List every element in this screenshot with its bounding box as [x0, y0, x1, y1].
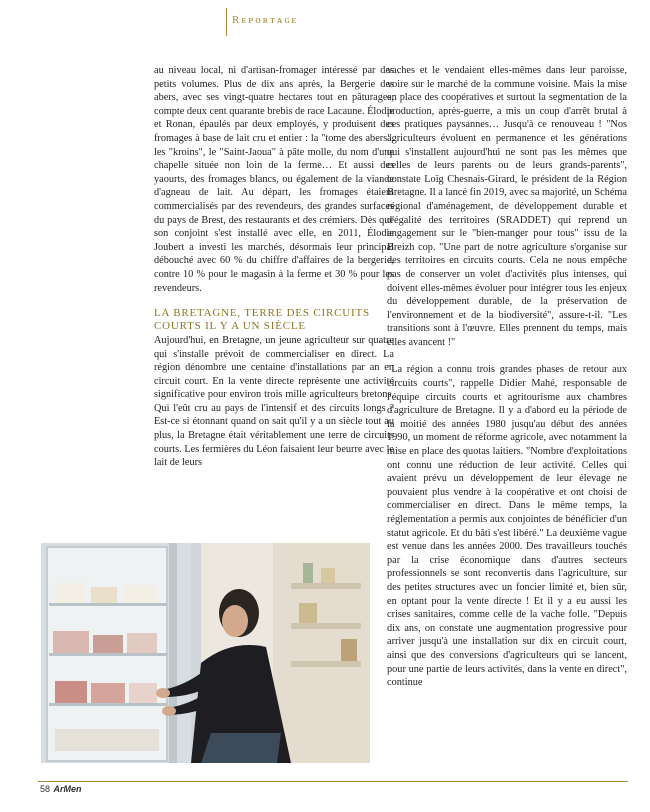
- right-text-column: [387, 64, 627, 690]
- magazine-name: ArMen: [53, 784, 82, 794]
- section-subheading: LA BRETAGNE, TERRE DES CIRCUITS COURTS IL Y A UN SIÈCLE: [154, 307, 370, 332]
- page-folio: [40, 784, 82, 794]
- photo-illustration: [41, 543, 370, 763]
- page-number: 58: [40, 784, 51, 794]
- right-paragraph-2: "La région a connu trois grandes phases de retour aux circuits courts", rappelle Didier Mahé, responsable de l'équipe circuits courts et agritourisme aux chambres d'agriculture de Bretagne. Il y a d'abord eu la période de la moitié des années 1980 jusqu'au début des années 1990, un moment de réforme agricole, avec notamment la mise en place des quotas laitiers. "Nombre d'exploitations ont connu une réduction de leur activité. Celles qui avaient prévu un développement de leur élevage ne pouvaient plus vendre à la coopérative et ont choisi de commercialiser en direct. Dans le même temps, la réglementation a permis aux conjointes de bénéficier d'un statut agricole. Et du bâti s'est libéré." La deuxième vague est venue dans les années 2000. Des travailleurs touchés par la crise économique dans d'autres secteurs professionnels se sont reconvertis dans l'agriculture, sur des petites structures avec un foncier limité et, bien sûr, en optant pour la vente directe ! Et il y a eu aussi les crises sanitaires, comme celle de la vache folle. "Depuis dix ans, on constate une augmentation progressive pour arriver jusqu'à une installation sur dix en circuit court, ainsi que des conversions d'agriculteurs qui se lancent, pour une partie de leurs activités, dans la vente en direct", continue: [387, 364, 627, 689]
- left-text-column: [154, 64, 394, 470]
- photo-cheese-fridge: [41, 543, 370, 763]
- right-paragraph-1: vaches et le vendaient elles-mêmes dans leur paroisse, voire sur le marché de la commune voisine. Mais la mise en place des coopératives et surtout la segmentation de la production, après-guerre, a mis un coup d'arrêt brutal à ces pratiques paysannes… Jusqu'à ce renouveau ! "Nos agriculteurs évoluent en permanence et les générations qui s'installent aujourd'hui ne sont pas les mêmes que celles de leurs parents ou de leurs grands-parents", constate Loïg Chesnais-Girard, le président de la Région Bretagne. Il a lancé fin 2019, avec sa majorité, un Schéma régional d'aménagement, de développement durable et d'égalité des territoires (SRADDET) qui reprend un engagement sur le "bien-manger pour tous" issu de la Breizh cop. "Une part de notre agriculture s'organise sur des territoires en circuits courts. Cela ne nous empêche pas de conserver un volet d'activités plus intenses, qui doivent elles-mêmes évoluer pour intégrer tous les enjeux du développement durable, de la préservation de l'environnement et de la biodiversité", assure-t-il. "Les transitions sont à l'œuvre. Elles prennent du temps, mais elles avancent !": [387, 65, 627, 348]
- left-paragraph-2: Aujourd'hui, en Bretagne, un jeune agriculteur sur quatre qui s'installe prévoit de commercialiser en direct. La région dénombre une centaine d'installations par an en circuit court. En la vente directe représente une activité significative pour environ trois mille agriculteurs bretons. Qui l'eût cru au pays de l'intensif et des circuits longs ? Est-ce si étonnant quand on sait qu'il y a un siècle tout au plus, la Bretagne était véritablement une terre de circuits courts. Les fermières du Léon faisaient leur beurre avec le lait de leurs: [154, 334, 394, 469]
- footer-rule: [38, 781, 628, 782]
- left-paragraph-1: au niveau local, ni d'artisan-fromager intéressé par des petits volumes. Plus de dix ans après, la Bergerie des abers, avec ses vingt-quatre hectares tout en pâturages, compte deux cent quarante brebis de race Lacaune. Élodie et Ronan, épaulés par deux employés, y produisent des fromages à base de lait cru et entier : la "tome des abers", les "kroins", le "Saint-Jaoua" à pâte molle, du nom d'une chapelle située non loin de la ferme… Et aussi des yaourts, des fromages blancs, ou également de la viande d'agneau de lait. Au départ, les fromages étaient commercialisés par des revendeurs, des grandes surfaces du pays de Brest, des restaurants et des crémiers. Dès que son conjoint s'est installé avec elle, en 2011, Élodie Joubert a investi les marchés, désormais leur principal débouché avec 60 % du chiffre d'affaires de la bergerie, contre 10 % pour le magasin à la ferme et 30 % pour les revendeurs.: [154, 65, 394, 294]
- section-rubric: Rᴇᴘᴏʀᴛᴀɢᴇ: [232, 14, 299, 26]
- rubric-rule: [226, 8, 227, 36]
